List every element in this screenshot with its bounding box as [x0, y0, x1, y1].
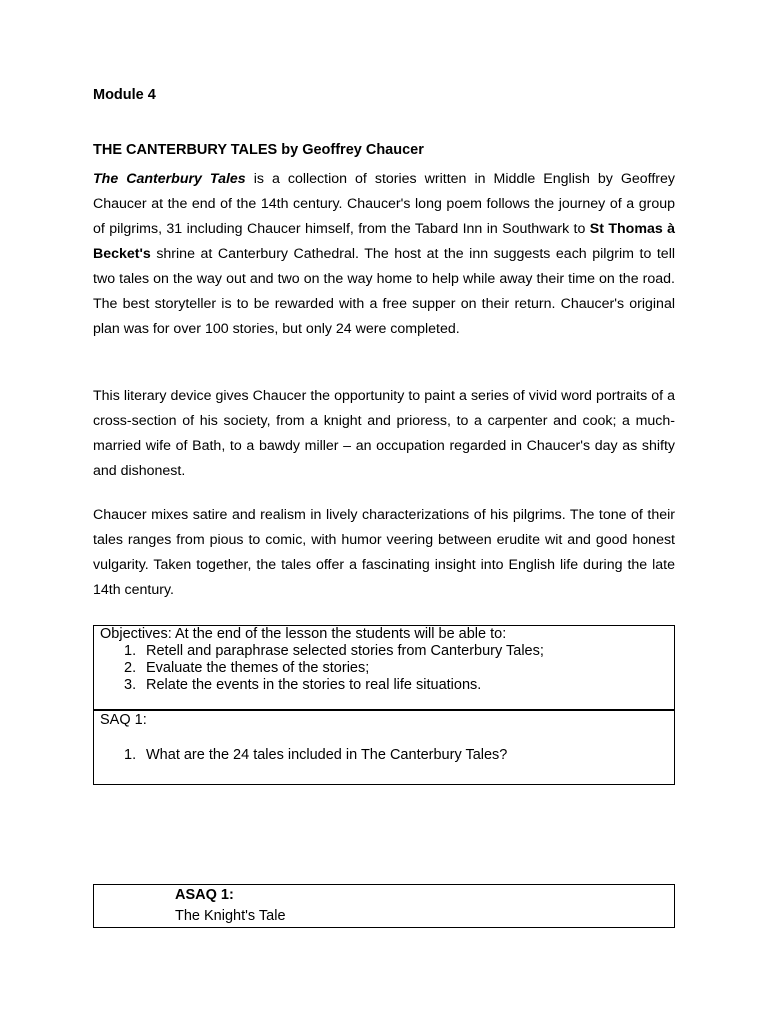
objective-item: 3. Relate the events in the stories to real life situations. [124, 677, 482, 693]
objectives-box [93, 625, 675, 711]
asaq-box [93, 884, 675, 928]
work-title: The Canterbury Tales [93, 171, 246, 187]
saq-question: 1. What are the 24 tales included in The Canterbury Tales? [124, 747, 508, 763]
intro-text-a: is a collection of stories written in Middle English by Geoffrey Chaucer at the end of the 14th century. Chaucer's long poem follows the journey of a group of pilgrims, 31 including Chaucer himself, from the Tabard Inn in Southwark to [93, 171, 675, 237]
literary-device-paragraph: This literary device gives Chaucer the opportunity to paint a series of vivid word portraits of a cross-section of his society, from a knight and prioress, to a carpenter and cook; a much-married wife of Bath, to a bawdy miller – an occupation regarded in Chaucer's day as shifty and dishonest. [93, 388, 675, 479]
section-title: THE CANTERBURY TALES by Geoffrey Chaucer [93, 142, 424, 158]
saq-heading: SAQ 1: [100, 712, 147, 728]
satire-paragraph: Chaucer mixes satire and realism in lively characterizations of his pilgrims. The tone of their tales ranges from pious to comic, with humor veering between erudite wit and good honest vulgarity. Taken together, the tales offer a fascinating insight into English life during the late 14th century. [93, 507, 675, 598]
saq-box [93, 709, 675, 785]
intro-paragraph [93, 167, 675, 342]
module-title: Module 4 [93, 87, 156, 103]
intro-text-b: shrine at Canterbury Cathedral. The host at the inn suggests each pilgrim to tell two tales on the way out and two on the way home to help while away their time on the road. The best storyteller is to be rewarded with a free supper on their return. Chaucer's original plan was for over 100 stories, but only 24 were completed. [93, 246, 675, 337]
objectives-list [124, 643, 544, 694]
asaq-tale: The Knight's Tale [175, 908, 286, 924]
objectives-heading: Objectives: At the end of the lesson the students will be able to: [100, 626, 507, 642]
asaq-heading: ASAQ 1: [175, 887, 234, 903]
objective-item: 2. Evaluate the themes of the stories; [124, 660, 370, 676]
shrine-name: St Thomas à Becket's [93, 221, 676, 262]
objective-item: 1. Retell and paraphrase selected stories from Canterbury Tales; [124, 643, 544, 659]
